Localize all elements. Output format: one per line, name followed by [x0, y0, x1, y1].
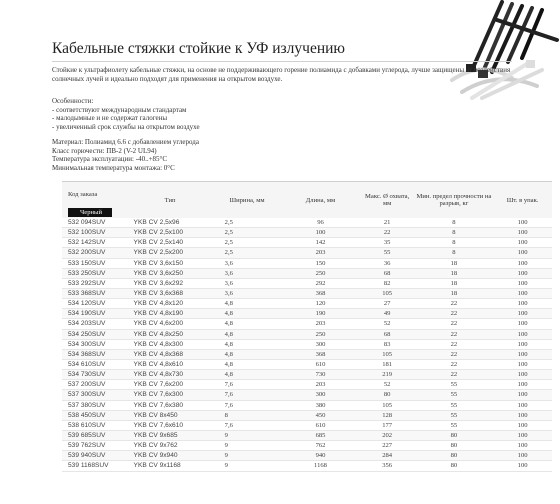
cell-type: YKB CV 4,6x200: [128, 319, 213, 329]
cell-strength: 8: [415, 228, 494, 238]
cell-width: 4,8: [213, 299, 282, 309]
table-row: [62, 228, 552, 238]
cell-strength: 22: [415, 349, 494, 359]
cell-width: 9: [213, 441, 282, 451]
table-row: [62, 349, 552, 359]
cell-strength: 18: [415, 288, 494, 298]
table-row: [62, 288, 552, 298]
cell-type: YKB CV 7,6x610: [128, 420, 213, 430]
intro-paragraph: Стойкие к ультрафиолету кабельные стяжки, на основе не поддерживающего горение полиамида с добавками углерода, лучше защищены от воздействия солнечных лучей и идеально подходят для применения на открытом воздухе.: [52, 66, 511, 83]
cell-type: YKB CV 8x450: [128, 410, 213, 420]
cell-pack: 100: [493, 319, 552, 329]
cell-code: 534 368SUV: [62, 349, 128, 359]
cell-strength: 22: [415, 329, 494, 339]
cell-width: 7,6: [213, 400, 282, 410]
cell-strength: 55: [415, 400, 494, 410]
title-divider: [52, 61, 512, 62]
cell-width: 4,8: [213, 349, 282, 359]
cell-code: 538 450SUV: [62, 410, 128, 420]
table-row: [62, 248, 552, 258]
color-black-badge: Черный: [68, 208, 112, 217]
cell-strength: 55: [415, 390, 494, 400]
cell-length: 292: [281, 278, 359, 288]
cell-width: 4,8: [213, 339, 282, 349]
cell-code: 534 203SUV: [62, 319, 128, 329]
table-row: [62, 380, 552, 390]
table-row: [62, 410, 552, 420]
cell-diameter: 219: [360, 370, 415, 380]
product-table: [62, 181, 552, 472]
cell-diameter: 55: [360, 248, 415, 258]
cell-length: 250: [281, 329, 359, 339]
cell-code: 539 940SUV: [62, 451, 128, 461]
cell-length: 150: [281, 258, 359, 268]
table-row: [62, 430, 552, 440]
specs-block: [52, 138, 352, 172]
cell-length: 685: [281, 430, 359, 440]
cell-pack: 100: [493, 299, 552, 309]
cell-width: 3,6: [213, 288, 282, 298]
table-row: [62, 390, 552, 400]
cell-code: 534 250SUV: [62, 329, 128, 339]
cell-width: 9: [213, 461, 282, 471]
table-row: [62, 319, 552, 329]
cell-diameter: 27: [360, 299, 415, 309]
table-row: [62, 329, 552, 339]
cell-diameter: 68: [360, 268, 415, 278]
cell-width: 3,6: [213, 258, 282, 268]
header-pack: Шт. в упак.: [493, 182, 552, 219]
cell-width: 4,8: [213, 359, 282, 369]
cell-type: YKB CV 3,6x150: [128, 258, 213, 268]
table-row: [62, 441, 552, 451]
cell-strength: 22: [415, 359, 494, 369]
cell-type: YKB CV 4,8x300: [128, 339, 213, 349]
cell-width: 2,5: [213, 248, 282, 258]
cell-pack: 100: [493, 420, 552, 430]
cell-length: 380: [281, 400, 359, 410]
cell-code: 534 730SUV: [62, 370, 128, 380]
cell-diameter: 128: [360, 410, 415, 420]
cell-width: 3,6: [213, 268, 282, 278]
cell-diameter: 82: [360, 278, 415, 288]
table-row: [62, 420, 552, 430]
cell-width: 7,6: [213, 380, 282, 390]
cell-code: 533 250SUV: [62, 268, 128, 278]
cell-pack: 100: [493, 339, 552, 349]
cell-type: YKB CV 7,6x380: [128, 400, 213, 410]
cell-pack: 100: [493, 380, 552, 390]
cell-diameter: 52: [360, 380, 415, 390]
cell-length: 368: [281, 288, 359, 298]
cell-width: 3,6: [213, 278, 282, 288]
header-width: Ширина, мм: [213, 182, 282, 219]
cell-type: YKB CV 4,8x250: [128, 329, 213, 339]
table-row: [62, 359, 552, 369]
cell-diameter: 202: [360, 430, 415, 440]
cell-pack: 100: [493, 238, 552, 248]
table-row: [62, 400, 552, 410]
cell-diameter: 52: [360, 319, 415, 329]
feature-item: - увеличенный срок службы на открытом воздухе: [52, 122, 200, 131]
cell-code: 537 300SUV: [62, 390, 128, 400]
cell-length: 450: [281, 410, 359, 420]
features-heading: Особенности:: [52, 97, 94, 105]
cell-pack: 100: [493, 370, 552, 380]
cell-strength: 55: [415, 420, 494, 430]
cell-pack: 100: [493, 228, 552, 238]
cell-strength: 22: [415, 370, 494, 380]
cell-code: 533 292SUV: [62, 278, 128, 288]
cell-code: 537 380SUV: [62, 400, 128, 410]
cell-type: YKB CV 3,6x368: [128, 288, 213, 298]
cell-strength: 22: [415, 319, 494, 329]
cell-type: YKB CV 2,5x140: [128, 238, 213, 248]
cell-width: 2,5: [213, 228, 282, 238]
table-row: [62, 309, 552, 319]
feature-item: - соответствуют международным стандартам: [52, 105, 187, 114]
cell-length: 100: [281, 228, 359, 238]
cell-length: 142: [281, 238, 359, 248]
table-row: [62, 268, 552, 278]
cell-width: 7,6: [213, 390, 282, 400]
cell-type: YKB CV 2,5x200: [128, 248, 213, 258]
header-diameter: Макс. Ø охвата, мм: [360, 182, 415, 219]
cell-length: 762: [281, 441, 359, 451]
cell-diameter: 36: [360, 258, 415, 268]
cell-length: 300: [281, 339, 359, 349]
cell-width: 9: [213, 451, 282, 461]
cell-type: YKB CV 9x1168: [128, 461, 213, 471]
cell-length: 300: [281, 390, 359, 400]
cell-length: 120: [281, 299, 359, 309]
cell-type: YKB CV 4,8x190: [128, 309, 213, 319]
cell-length: 610: [281, 420, 359, 430]
cell-pack: 100: [493, 349, 552, 359]
cell-code: 534 610SUV: [62, 359, 128, 369]
cell-strength: 8: [415, 248, 494, 258]
cell-code: 532 200SUV: [62, 248, 128, 258]
cell-type: YKB CV 3,6x292: [128, 278, 213, 288]
cell-width: 4,8: [213, 309, 282, 319]
cell-strength: 18: [415, 258, 494, 268]
cell-length: 730: [281, 370, 359, 380]
cell-length: 610: [281, 359, 359, 369]
cell-length: 368: [281, 349, 359, 359]
cell-diameter: 49: [360, 309, 415, 319]
cell-code: 532 100SUV: [62, 228, 128, 238]
cell-strength: 22: [415, 339, 494, 349]
table-row: [62, 278, 552, 288]
page-title: Кабельные стяжки стойкие к УФ излучению: [52, 40, 346, 57]
cell-strength: 22: [415, 299, 494, 309]
cell-length: 250: [281, 268, 359, 278]
cable-ties-image: [442, 0, 560, 100]
cell-code: 537 200SUV: [62, 380, 128, 390]
cell-width: 7,6: [213, 420, 282, 430]
cell-type: YKB CV 9x762: [128, 441, 213, 451]
cell-length: 96: [281, 218, 359, 228]
cell-pack: 100: [493, 441, 552, 451]
cell-type: YKB CV 4,8x730: [128, 370, 213, 380]
cell-code: 533 150SUV: [62, 258, 128, 268]
header-strength: Мин. предел прочности на разрыв, кг: [415, 182, 494, 219]
header-type: Тип: [128, 182, 213, 219]
cell-length: 203: [281, 248, 359, 258]
cell-strength: 80: [415, 461, 494, 471]
cell-strength: 80: [415, 430, 494, 440]
cell-pack: 100: [493, 278, 552, 288]
cell-type: YKB CV 2,5x96: [128, 218, 213, 228]
cell-pack: 100: [493, 268, 552, 278]
cell-pack: 100: [493, 288, 552, 298]
cell-width: 4,8: [213, 370, 282, 380]
cell-diameter: 35: [360, 238, 415, 248]
cell-width: 4,8: [213, 329, 282, 339]
cell-type: YKB CV 3,6x250: [128, 268, 213, 278]
feature-item: - малодымные и не содержат галогены: [52, 114, 168, 122]
cell-code: 539 685SUV: [62, 430, 128, 440]
cell-strength: 18: [415, 278, 494, 288]
cell-diameter: 83: [360, 339, 415, 349]
cell-code: 532 094SUV: [62, 218, 128, 228]
cell-strength: 22: [415, 309, 494, 319]
cell-width: 8: [213, 410, 282, 420]
cell-type: YKB CV 2,5x100: [128, 228, 213, 238]
header-code: Код заказа: [62, 182, 128, 207]
cell-code: 534 300SUV: [62, 339, 128, 349]
cell-diameter: 177: [360, 420, 415, 430]
cell-diameter: 356: [360, 461, 415, 471]
cell-strength: 8: [415, 238, 494, 248]
table-row: [62, 451, 552, 461]
cell-diameter: 105: [360, 400, 415, 410]
cell-strength: 80: [415, 451, 494, 461]
header-length: Длина, мм: [281, 182, 359, 219]
cell-strength: 80: [415, 441, 494, 451]
cell-pack: 100: [493, 309, 552, 319]
cell-pack: 100: [493, 329, 552, 339]
cell-code: 534 120SUV: [62, 299, 128, 309]
cell-width: 9: [213, 430, 282, 440]
spec-material: Материал: Полиамид 6.6 с добавлением углерода: [52, 138, 199, 146]
spec-flammability: Класс горючести: ПВ-2 (V-2 UL94): [52, 146, 157, 155]
table-row: [62, 299, 552, 309]
cell-length: 203: [281, 380, 359, 390]
cell-width: 2,5: [213, 238, 282, 248]
cell-diameter: 181: [360, 359, 415, 369]
cell-type: YKB CV 7,6x200: [128, 380, 213, 390]
cell-diameter: 68: [360, 329, 415, 339]
cell-diameter: 22: [360, 228, 415, 238]
cell-diameter: 227: [360, 441, 415, 451]
cell-pack: 100: [493, 218, 552, 228]
cell-pack: 100: [493, 390, 552, 400]
cell-pack: 100: [493, 410, 552, 420]
cell-pack: 100: [493, 258, 552, 268]
cell-length: 203: [281, 319, 359, 329]
cell-length: 190: [281, 309, 359, 319]
cell-length: 940: [281, 451, 359, 461]
cell-code: 539 762SUV: [62, 441, 128, 451]
table-row: [62, 339, 552, 349]
cell-code: 532 142SUV: [62, 238, 128, 248]
cell-pack: 100: [493, 461, 552, 471]
cell-width: 2,5: [213, 218, 282, 228]
cell-pack: 100: [493, 430, 552, 440]
cell-strength: 8: [415, 218, 494, 228]
table-row: [62, 218, 552, 228]
cell-type: YKB CV 4,8x610: [128, 359, 213, 369]
spec-operating-temp: Температура эксплуатации: -40..+85°C: [52, 155, 167, 163]
cell-type: YKB CV 4,8x368: [128, 349, 213, 359]
cell-strength: 55: [415, 410, 494, 420]
cell-length: 1168: [281, 461, 359, 471]
features-block: [52, 97, 352, 131]
table-row: [62, 238, 552, 248]
cell-width: 4,8: [213, 319, 282, 329]
cell-diameter: 105: [360, 288, 415, 298]
cell-pack: 100: [493, 400, 552, 410]
cell-diameter: 21: [360, 218, 415, 228]
cell-code: 533 368SUV: [62, 288, 128, 298]
cell-type: YKB CV 9x940: [128, 451, 213, 461]
cell-code: 538 610SUV: [62, 420, 128, 430]
cell-pack: 100: [493, 248, 552, 258]
cell-type: YKB CV 4,8x120: [128, 299, 213, 309]
cell-diameter: 80: [360, 390, 415, 400]
table-row: [62, 461, 552, 471]
table-row: [62, 258, 552, 268]
cell-code: 534 190SUV: [62, 309, 128, 319]
spec-mounting-temp: Минимальная температура монтажа: 0°C: [52, 163, 175, 172]
cell-type: YKB CV 7,6x300: [128, 390, 213, 400]
cell-code: 539 1168SUV: [62, 461, 128, 471]
cell-strength: 18: [415, 268, 494, 278]
cell-type: YKB CV 9x685: [128, 430, 213, 440]
cell-diameter: 284: [360, 451, 415, 461]
cell-pack: 100: [493, 359, 552, 369]
cell-diameter: 105: [360, 349, 415, 359]
table-row: [62, 370, 552, 380]
cell-strength: 55: [415, 380, 494, 390]
cell-pack: 100: [493, 451, 552, 461]
